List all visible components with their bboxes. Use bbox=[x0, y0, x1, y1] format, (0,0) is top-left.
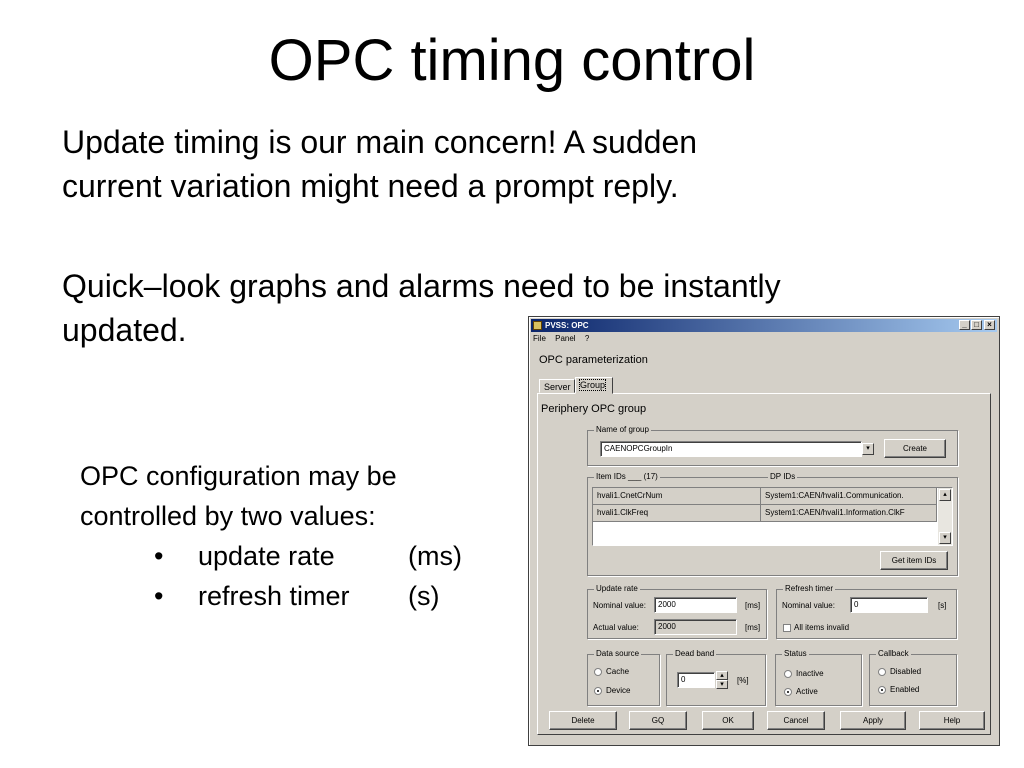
menu-help[interactable]: ? bbox=[584, 334, 590, 343]
enabled-radio[interactable] bbox=[878, 686, 886, 694]
bullet-unit: (ms) bbox=[408, 541, 462, 571]
window-titlebar[interactable] bbox=[531, 319, 997, 332]
menu-file[interactable]: File bbox=[533, 334, 546, 343]
update-actual-label: Actual value: bbox=[593, 623, 639, 632]
refresh-nominal-label: Nominal value: bbox=[782, 601, 835, 610]
window-title: PVSS: OPC bbox=[545, 321, 589, 330]
disabled-label: Disabled bbox=[890, 667, 922, 676]
bullet-item bbox=[80, 576, 510, 616]
config-line: controlled by two values: bbox=[80, 501, 376, 531]
status-section bbox=[775, 649, 862, 706]
table-cell[interactable]: hvali1.ClkFreq bbox=[593, 505, 761, 522]
delete-button[interactable]: Delete bbox=[549, 711, 617, 730]
spinner-up-icon[interactable]: ▴ bbox=[716, 671, 728, 680]
group-name-select[interactable]: CAENOPCGroupIn bbox=[600, 441, 862, 457]
update-rate-legend: Update rate bbox=[596, 584, 638, 593]
dead-band-input[interactable]: 0 bbox=[677, 672, 715, 688]
table-cell[interactable]: System1:CAEN/hvali1.Communication. bbox=[761, 488, 937, 505]
maximize-button[interactable]: □ bbox=[971, 320, 982, 330]
dead-band-unit: [%] bbox=[737, 676, 749, 685]
enabled-label: Enabled bbox=[890, 685, 920, 694]
scroll-down-icon[interactable]: ▾ bbox=[939, 532, 951, 544]
disabled-radio[interactable] bbox=[878, 668, 886, 676]
inactive-radio[interactable] bbox=[784, 670, 792, 678]
paragraph-line: current variation might need a prompt reply. bbox=[62, 168, 679, 204]
window-heading: OPC parameterization bbox=[539, 354, 648, 366]
update-nominal-label: Nominal value: bbox=[593, 601, 646, 610]
active-radio[interactable] bbox=[784, 688, 792, 696]
device-radio[interactable] bbox=[594, 687, 602, 695]
dead-band-legend: Dead band bbox=[675, 649, 715, 658]
tab-group-label: Group bbox=[580, 380, 606, 390]
table-cell[interactable]: hvali1.CnetCrNum bbox=[593, 488, 761, 505]
update-rate-actual-field: 2000 bbox=[654, 619, 737, 635]
item-ids-label: Item IDs bbox=[596, 472, 626, 481]
get-item-ids-button[interactable]: Get item IDs bbox=[880, 551, 948, 570]
minimize-button[interactable]: _ bbox=[959, 320, 970, 330]
slide-title: OPC timing control bbox=[268, 28, 756, 93]
data-source-legend: Data source bbox=[596, 649, 640, 658]
refresh-timer-legend: Refresh timer bbox=[785, 584, 834, 593]
data-source-section bbox=[587, 649, 660, 706]
tab-server[interactable]: Server bbox=[539, 379, 575, 393]
chevron-down-icon[interactable]: ▾ bbox=[862, 443, 874, 455]
status-legend: Status bbox=[784, 649, 807, 658]
item-count: (17) bbox=[643, 472, 658, 481]
app-icon bbox=[533, 321, 542, 330]
table-cell[interactable]: System1:CAEN/hvali1.Information.ClkF bbox=[761, 505, 937, 522]
menubar bbox=[533, 334, 596, 346]
dp-ids-legend: DP IDs bbox=[770, 472, 796, 481]
paragraph-line: updated. bbox=[62, 312, 187, 348]
paragraph-line: Quick–look graphs and alarms need to be instantly bbox=[62, 268, 781, 304]
inactive-label: Inactive bbox=[796, 669, 824, 678]
refresh-unit: [s] bbox=[938, 601, 947, 610]
gq-button[interactable]: GQ bbox=[629, 711, 687, 730]
callback-legend: Callback bbox=[878, 649, 909, 658]
active-label: Active bbox=[796, 687, 818, 696]
scroll-up-icon[interactable]: ▴ bbox=[939, 489, 951, 501]
config-line: OPC configuration may be bbox=[80, 461, 397, 491]
spinner-down-icon[interactable]: ▾ bbox=[716, 680, 728, 689]
cache-label: Cache bbox=[606, 667, 630, 676]
items-table bbox=[592, 487, 953, 546]
create-button[interactable]: Create bbox=[884, 439, 946, 458]
bullet-dot: • bbox=[154, 541, 164, 571]
dead-band-section bbox=[666, 649, 766, 706]
bullet-text: refresh timer bbox=[198, 581, 350, 611]
name-of-group-legend: Name of group bbox=[596, 425, 649, 434]
close-button[interactable]: × bbox=[984, 320, 995, 330]
cancel-button[interactable]: Cancel bbox=[767, 711, 825, 730]
cache-radio[interactable] bbox=[594, 668, 602, 676]
update-nominal-unit: [ms] bbox=[745, 601, 761, 610]
opc-config-text bbox=[80, 456, 510, 616]
refresh-timer-section bbox=[776, 584, 957, 639]
paragraph-update-timing bbox=[62, 120, 1002, 208]
name-of-group-section bbox=[587, 425, 958, 466]
update-rate-nominal-input[interactable]: 2000 bbox=[654, 597, 737, 613]
update-rate-section bbox=[587, 584, 767, 639]
device-label: Device bbox=[606, 686, 631, 695]
all-items-invalid-label: All items invalid bbox=[794, 623, 850, 632]
paragraph-line: Update timing is our main concern! A sudden bbox=[62, 124, 698, 160]
item-ids-section bbox=[587, 472, 958, 576]
bullet-item bbox=[80, 536, 510, 576]
tab-group[interactable] bbox=[575, 377, 613, 394]
help-button[interactable]: Help bbox=[919, 711, 985, 730]
ok-button[interactable]: OK bbox=[702, 711, 754, 730]
update-actual-unit: [ms] bbox=[745, 623, 761, 632]
opc-window bbox=[528, 316, 1000, 746]
apply-button[interactable]: Apply bbox=[840, 711, 906, 730]
refresh-timer-nominal-input[interactable]: 0 bbox=[850, 597, 928, 613]
bullet-dot: • bbox=[154, 581, 164, 611]
bullet-unit: (s) bbox=[408, 581, 440, 611]
periphery-title: Periphery OPC group bbox=[541, 403, 647, 415]
all-items-invalid-checkbox[interactable] bbox=[783, 624, 791, 632]
bullet-text: update rate bbox=[198, 541, 335, 571]
item-ids-legend: Item IDs ___ (17) bbox=[596, 472, 658, 481]
menu-panel[interactable]: Panel bbox=[555, 334, 576, 343]
callback-section bbox=[869, 649, 957, 706]
